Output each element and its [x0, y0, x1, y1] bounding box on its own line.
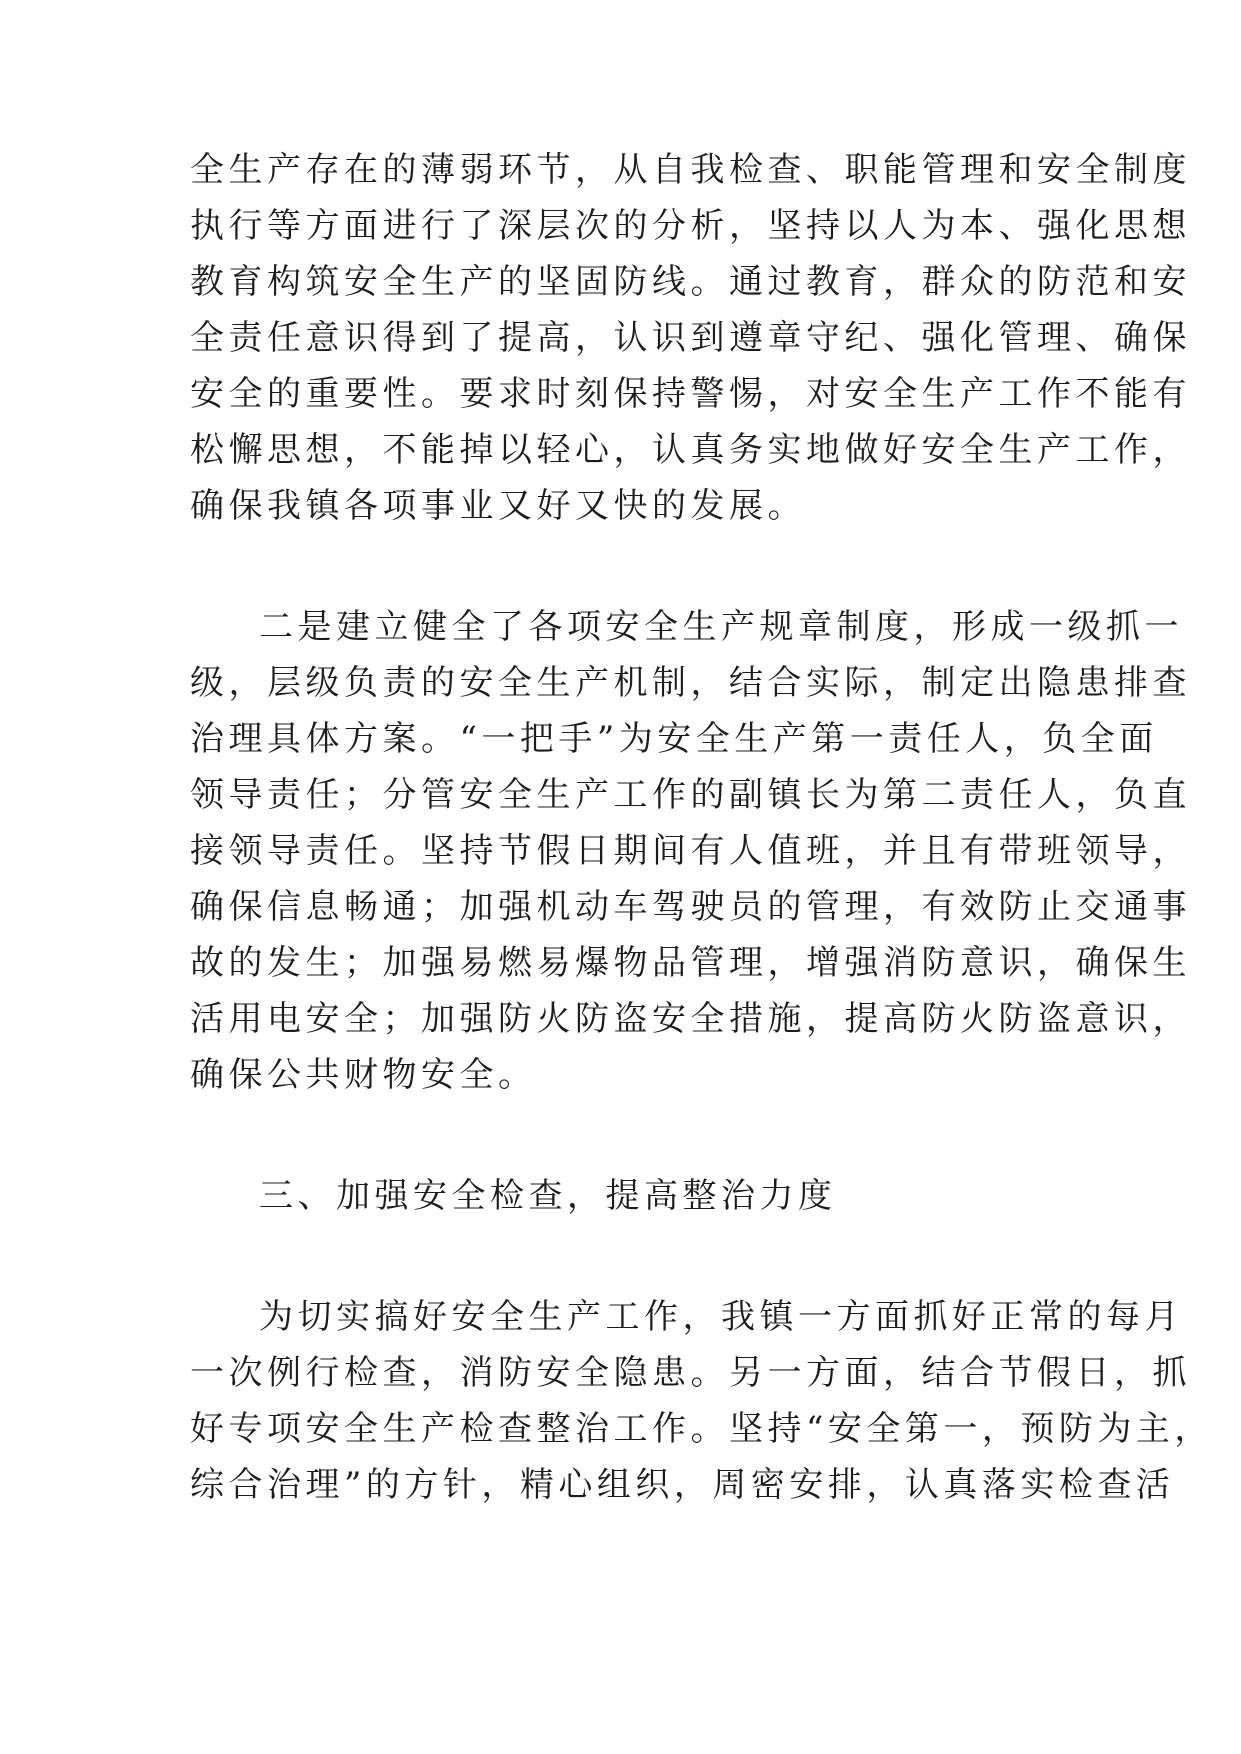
text-line: 领导责任；分管安全生产工作的副镇长为第二责任人，负直 [190, 775, 1191, 815]
text-line: 综合治理”的方针，精心组织，周密安排，认真落实检查活 [190, 1465, 1175, 1505]
text-line: 故的发生；加强易燃易爆物品管理，增强消防意识，确保生 [190, 943, 1191, 983]
text-line: 松懈思想，不能掉以轻心，认真务实地做好安全生产工作， [190, 430, 1191, 470]
text-line: 二是建立健全了各项安全生产规章制度，形成一级抓一 [259, 607, 1183, 647]
text-line: 教育构筑安全生产的坚固防线。通过教育，群众的防范和安 [190, 262, 1191, 302]
text-line: 治理具体方案。“一把手”为安全生产第一责任人，负全面 [190, 719, 1158, 759]
text-line: 全生产存在的薄弱环节，从自我检查、职能管理和安全制度 [190, 150, 1191, 190]
text-line: 全责任意识得到了提高，认识到遵章守纪、强化管理、确保 [190, 318, 1191, 358]
text-line: 接领导责任。坚持节假日期间有人值班，并且有带班领导， [190, 831, 1191, 871]
text-line: 活用电安全；加强防火防盗安全措施，提高防火防盗意识， [190, 999, 1191, 1039]
text-line: 一次例行检查，消防安全隐患。另一方面，结合节假日，抓 [190, 1353, 1191, 1393]
text-line: 执行等方面进行了深层次的分析，坚持以人为本、强化思想 [190, 206, 1191, 246]
text-line: 好专项安全生产检查整治工作。坚持“安全第一，预防为主， [190, 1409, 1213, 1449]
text-line: 为切实搞好安全生产工作，我镇一方面抓好正常的每月 [259, 1297, 1183, 1337]
text-line: 确保公共财物安全。 [190, 1055, 537, 1095]
text-line: 确保我镇各项事业又好又快的发展。 [190, 486, 806, 526]
text-line: 确保信息畅通；加强机动车驾驶员的管理，有效防止交通事 [190, 887, 1191, 927]
section-heading: 三、加强安全检查，提高整治力度 [259, 1176, 837, 1216]
text-line: 安全的重要性。要求时刻保持警惕，对安全生产工作不能有 [190, 374, 1191, 414]
text-line: 级，层级负责的安全生产机制，结合实际，制定出隐患排查 [190, 663, 1191, 703]
